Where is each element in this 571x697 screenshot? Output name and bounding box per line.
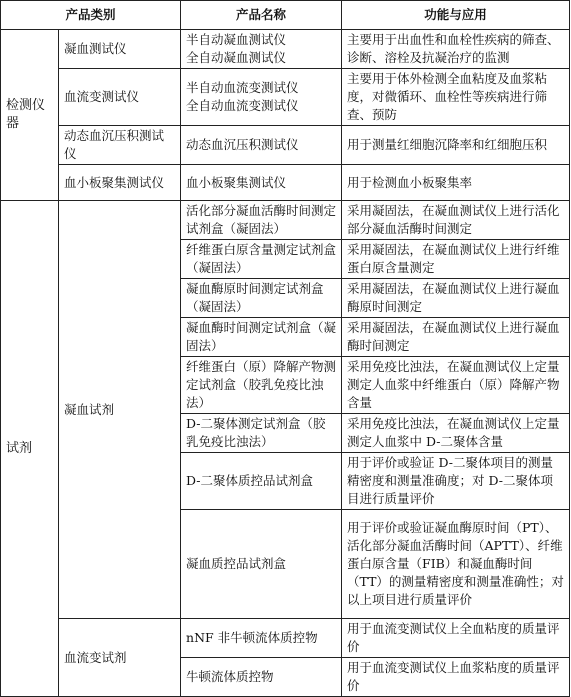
header-function: 功能与应用 [342, 1, 570, 30]
product-name-cell: 半自动血流变测试仪 全自动血流变测试仪 [181, 69, 342, 126]
table-row [1, 201, 570, 240]
product-name-cell: 凝血酶时间测定试剂盒（凝固法） [181, 318, 342, 357]
product-name-cell: 纤维蛋白（原）降解产物测定试剂盒（胶乳免疫比浊法） [181, 357, 342, 414]
subcategory-cell: 血小板聚集测试仪 [59, 165, 181, 201]
product-name-cell: 血小板聚集测试仪 [181, 165, 342, 201]
product-name-cell: 凝血酶原时间测定试剂盒（凝固法） [181, 279, 342, 318]
subcategory-cell: 凝血试剂 [59, 201, 181, 619]
subcategory-cell: 血流变试剂 [59, 619, 181, 697]
product-name-cell: D-二聚体测定试剂盒（胶乳免疫比浊法） [181, 414, 342, 453]
function-cell: 采用凝固法，在凝血测试仪上进行凝血酶原时间测定 [342, 279, 570, 318]
table-row [1, 69, 570, 126]
header-product-name: 产品名称 [181, 1, 342, 30]
product-name-cell: 凝血质控品试剂盒 [181, 510, 342, 619]
table-row [1, 30, 570, 69]
product-name-cell: 活化部分凝血活酶时间测定试剂盒（凝固法） [181, 201, 342, 240]
table-row [1, 165, 570, 201]
table-header-row [1, 1, 570, 30]
function-cell: 用于血流变测试仪上血浆粘度的质量评价 [342, 658, 570, 697]
subcategory-cell: 凝血测试仪 [59, 30, 181, 69]
function-cell: 主要用于出血性和血栓性疾病的筛查、诊断、溶栓及抗凝治疗的监测 [342, 30, 570, 69]
subcategory-cell: 血流变测试仪 [59, 69, 181, 126]
function-cell: 用于测量红细胞沉降率和红细胞压积 [342, 126, 570, 165]
product-name-cell: nNF 非牛顿流体质控物 [181, 619, 342, 658]
category-reagents: 试剂 [1, 201, 59, 697]
function-cell: 用于评价或验证凝血酶原时间（PT）、活化部分凝血活酶时间（APTT）、纤维蛋白原含量（FIB）和凝血酶时间（TT）的测量精密度和测量准确性；对以上项目进行质量评价 [342, 510, 570, 619]
product-name-cell: 动态血沉压积测试仪 [181, 126, 342, 165]
product-name-cell: 纤维蛋白原含量测定试剂盒（凝固法） [181, 240, 342, 279]
function-cell: 采用免疫比浊法，在凝血测试仪上定量测定人血浆中纤维蛋白（原）降解产物含量 [342, 357, 570, 414]
product-name-cell: 半自动凝血测试仪 全自动凝血测试仪 [181, 30, 342, 69]
function-cell: 采用凝固法，在凝血测试仪上进行纤维蛋白原含量测定 [342, 240, 570, 279]
product-name-cell: D-二聚体质控品试剂盒 [181, 453, 342, 510]
function-cell: 采用免疫比浊法，在凝血测试仪上定量测定人血浆中 D-二聚体含量 [342, 414, 570, 453]
header-category: 产品类别 [1, 1, 181, 30]
function-cell: 采用凝固法，在凝血测试仪上进行活化部分凝血活酶时间测定 [342, 201, 570, 240]
function-cell: 用于血流变测试仪上全血粘度的质量评价 [342, 619, 570, 658]
table-row [1, 126, 570, 165]
table-row [1, 619, 570, 658]
function-cell: 用于评价或验证 D-二聚体项目的测量精密度和测量准确度；对 D-二聚体项目进行质量评价 [342, 453, 570, 510]
function-cell: 主要用于体外检测全血粘度及血浆粘度，对微循环、血栓性等疾病进行筛查、预防 [342, 69, 570, 126]
product-name-cell: 牛顿流体质控物 [181, 658, 342, 697]
function-cell: 用于检测血小板聚集率 [342, 165, 570, 201]
subcategory-cell: 动态血沉压积测试仪 [59, 126, 181, 165]
function-cell: 采用凝固法，在凝血测试仪上进行凝血酶时间测定 [342, 318, 570, 357]
category-instruments: 检测仪器 [1, 30, 59, 201]
